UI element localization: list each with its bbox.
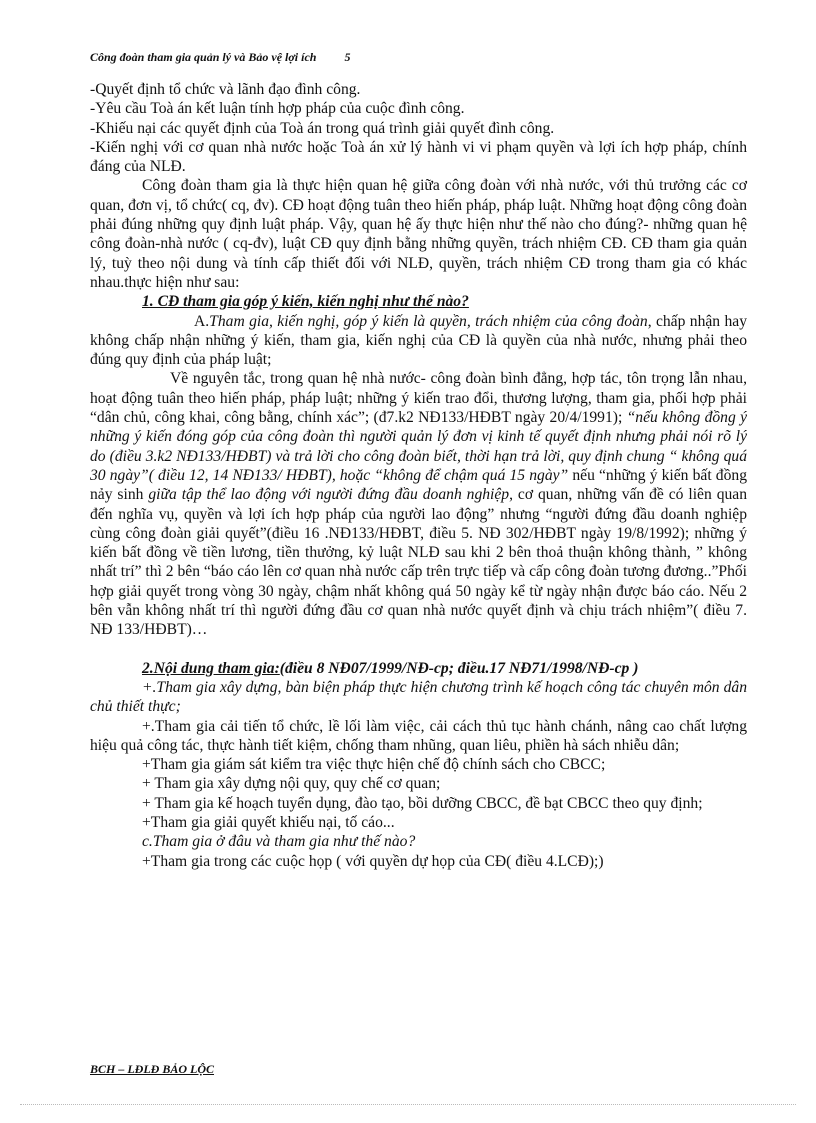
section2-item-1: +.Tham gia xây dựng, bàn biện pháp thực hiện chương trình kế hoạch công tác chuyên môn dân chủ thiết thực; (90, 678, 747, 716)
bullet-4: -Kiến nghị với cơ quan nhà nước hoặc Toà án xử lý hành vi vi phạm quyền và lợi ích hợp pháp, chính đáng của NLĐ. (90, 138, 747, 176)
section1-para-a (90, 312, 747, 370)
section2-item-6: +Tham gia giải quyết khiếu nại, tố cáo... (142, 813, 395, 831)
para-b-part3: nếu “những ý kiến bất đồng nảy sinh (90, 466, 747, 504)
para-b-part1: Về nguyên tắc, trong quan hệ nhà nước- công đoàn bình đẳng, hợp tác, tôn trọng lẫn nhau, hoạt động tuân theo hiến pháp, pháp luật; những ý kiến trao đổi, thương lượng, tham gia, phối hợp phải “dân chủ, công khai, công bằng, chính xác”; (đ7.k2 NĐ133/HĐBT ngày 20/4/1991); (90, 370, 747, 427)
page-bottom-rule (20, 1104, 796, 1105)
section2-item-3: +Tham gia giám sát kiểm tra việc thực hiện chế độ chính sách cho CBCC; (142, 756, 606, 774)
section2-heading (90, 659, 747, 678)
section2-item-2: +.Tham gia cải tiến tổ chức, lề lối làm việc, cải cách thủ tục hành chánh, nâng cao chất lượng hiệu quả công tác, thực hành tiết kiệm, chống tham nhũng, quan liêu, phiền hà sách nhiễu dân; (90, 717, 747, 754)
para-a-prefix: A. (194, 312, 210, 330)
section1-heading-text: 1. CĐ tham gia góp ý kiến, kiến nghị như thế nào? (142, 293, 469, 311)
page-header (90, 50, 350, 65)
section2-heading-ref: (điều 8 NĐ07/1999/NĐ-cp; điều.17 NĐ71/1998/NĐ-cp ) (279, 659, 639, 677)
spacer (90, 640, 747, 659)
bullet-3: -Khiếu nại các quyết định của Toà án trong quá trình giải quyết đình công. (90, 119, 555, 137)
section2-item-5: + Tham gia kế hoạch tuyển dụng, đào tạo, bồi dưỡng CBCC, đề bạt CBCC theo quy định; (142, 794, 703, 812)
page-footer: BCH – LĐLĐ BẢO LỘC (90, 1062, 215, 1076)
intro-paragraph: Công đoàn tham gia là thực hiện quan hệ giữa công đoàn với nhà nước, với thủ trưởng các cơ quan, đơn vị, tổ chức( cq, đv). CĐ hoạt động tuân theo hiến pháp, pháp luật. Những hoạt động công đoàn phải đúng những quy định luật pháp. Vậy, quan hệ ấy thực hiện như thế nào cho đúng?- những quan hệ công đoàn-nhà nước ( cq-đv), luật CĐ quy định bằng những quyền, trách nhiệm CĐ. CĐ tham gia quản lý, tuỳ theo nội dung và tính cấp thiết đối với NLĐ, quyền, trách nhiệm CĐ trong tham gia có khác nhau.thực hiện như sau: (90, 177, 747, 291)
section2-subheading: c.Tham gia ở đâu và tham gia như thế nào? (142, 833, 416, 851)
bullet-1: -Quyết định tổ chức và lãnh đạo đình công. (90, 81, 361, 98)
para-a-italic: Tham gia, kiến nghị, góp ý kiến là quyền, trách nhiệm của công đoàn (209, 312, 648, 330)
para-b-part2: “nếu không đồng ý những ý kiến đóng góp của công đoàn thì người quản lý đơn vị kinh tế quyết định nhưng phải nói rõ lý do (điều 3.k2 NĐ133/HĐBT) và trả lời cho công đoàn biết, thời hạn trả lời, quy định chung “ không quá 30 ngày”( điều 12, 14 NĐ133/ HĐBT), hoặc “không để chậm quá 15 ngày” (90, 409, 747, 484)
section1-para-b (90, 369, 747, 639)
para-b-part5: , cơ quan, những vấn đề có liên quan đến nghĩa vụ, quyền và lợi ích hợp pháp của người lao động” nhưng “người đứng đầu doanh nghiệp cùng công đoàn giải quyết”(điều 16 .NĐ133/HĐBT, điều 5. NĐ 302/HĐBT ngày 19/8/1992); những ý kiến bất đồng về tiền lương, tiền thưởng, kỷ luật NLĐ sau khi 2 bên thoả thuận không thành, ” không nhất trí” thì 2 bên “báo cáo lên cơ quan nhà nước cấp trên trực tiếp và cấp công đoàn tương đương..”Phối hợp giải quyết trong vòng 30 ngày, chậm nhất không quá 50 ngày kể từ ngày nhận được báo cáo. Nếu 2 bên vẫn không nhất trí thì người đứng đầu cơ quan nhà nước quyết định và chịu trách nhiệm”( điều 7. NĐ 133/HĐBT)… (90, 486, 748, 639)
header-title: Công đoàn tham gia quản lý và Bảo vệ lợi ích (90, 50, 317, 64)
section1-heading (90, 292, 747, 311)
page-number: 5 (344, 50, 351, 64)
section2-heading-main: 2.Nội dung tham gia: (142, 659, 280, 677)
para-b-part4: giữa tập thể lao động với người đứng đầu doanh nghiệp (148, 486, 510, 504)
para-a-rest: , chấp nhận hay không chấp nhận những ý kiến, tham gia, kiến nghị của CĐ là quyền của nhà nước, nhưng phải theo đúng quy định của pháp luật; (90, 312, 747, 369)
bullet-2: -Yêu cầu Toà án kết luận tính hợp pháp của cuộc đình công. (90, 100, 465, 118)
document-body (90, 80, 747, 871)
section2-item-4: + Tham gia xây dựng nội quy, quy chế cơ quan; (142, 775, 441, 793)
section2-item-7: +Tham gia trong các cuộc họp ( với quyền dự họp của CĐ( điều 4.LCĐ);) (142, 852, 604, 870)
